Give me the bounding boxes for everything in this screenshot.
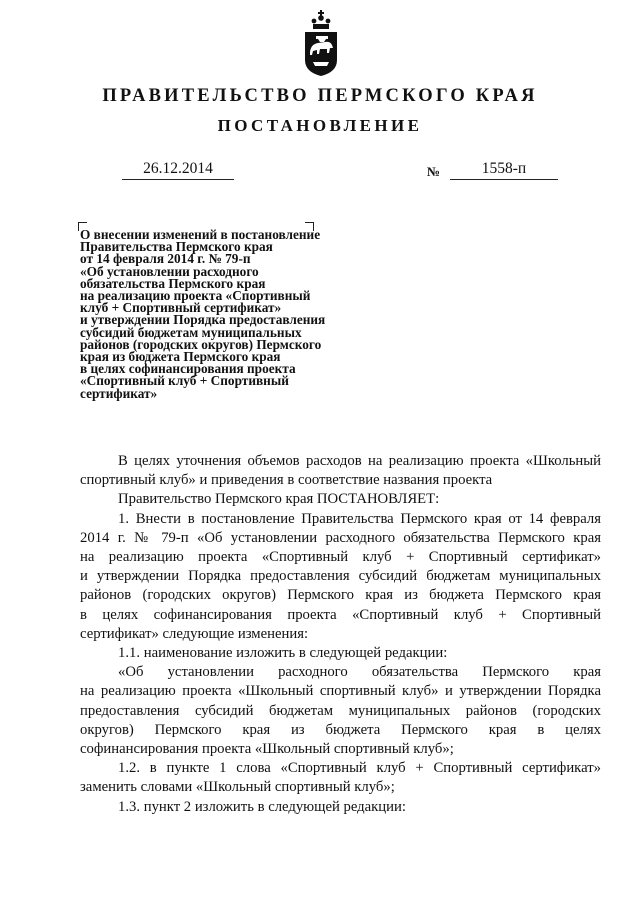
subject-line: «Спортивный клуб + Спортивный xyxy=(80,373,289,389)
document-body xyxy=(80,452,601,817)
subject-line: «Об установлении расходного xyxy=(80,263,259,279)
body-line: на реализацию проекта «Школьный спортивный клуб» и утверждении Порядка xyxy=(80,683,601,700)
document-subject xyxy=(80,229,390,400)
body-line: 1.2. в пункте 1 слова «Спортивный клуб + Спортивный сертификат» xyxy=(118,760,601,777)
coat-of-arms-emblem xyxy=(301,8,341,78)
body-line: округов) Пермского края из бюджета Пермского края в целях xyxy=(80,721,601,738)
document-number: 1558-п xyxy=(450,160,558,180)
document-date: 26.12.2014 xyxy=(122,160,234,180)
subject-line: Правительства Пермского края xyxy=(80,239,273,255)
body-line: на реализацию проекта «Спортивный клуб + Спортивный сертификат» xyxy=(80,549,601,566)
document-type-heading: ПОСТАНОВЛЕНИЕ xyxy=(217,116,423,135)
subject-line: субсидий бюджетам муниципальных xyxy=(80,324,302,340)
subject-line: от 14 февраля 2014 г. № 79-п xyxy=(80,251,251,267)
number-sign: № xyxy=(427,164,441,179)
body-line: районов (городских округов) Пермского края из бюджета Пермского края xyxy=(80,587,601,604)
subject-line: районов (городских округов) Пермского xyxy=(80,336,322,352)
body-line: софинансирования проекта «Школьный спортивный клуб»; xyxy=(80,741,454,758)
subject-line: на реализацию проекта «Спортивный xyxy=(80,288,311,304)
body-line: заменить словами «Школьный спортивный клуб»; xyxy=(80,779,395,796)
subject-line: сертификат» xyxy=(80,385,158,401)
body-line: сертификат» следующие изменения: xyxy=(80,625,309,642)
body-line: Правительство Пермского края ПОСТАНОВЛЯЕТ: xyxy=(118,491,440,508)
subject-line: и утверждении Порядка предоставления xyxy=(80,312,326,328)
organization-title: ПРАВИТЕЛЬСТВО ПЕРМСКОГО КРАЯ xyxy=(102,86,538,106)
subject-line: в целях софинансирования проекта xyxy=(80,361,296,377)
body-line: в целях софинансирования проекта «Спортивный клуб + Спортивный xyxy=(80,606,601,623)
subject-line: края из бюджета Пермского края xyxy=(80,349,281,365)
body-line: В целях уточнения объемов расходов на реализацию проекта «Школьный xyxy=(118,453,601,469)
body-line: 1.1. наименование изложить в следующей редакции: xyxy=(118,645,448,662)
body-line: 1.3. пункт 2 изложить в следующей редакции: xyxy=(118,798,406,815)
subject-line: клуб + Спортивный сертификат» xyxy=(80,300,282,316)
body-line: спортивный клуб» и приведения в соответствие названия проекта xyxy=(80,472,493,489)
subject-line: О внесении изменений в постановление xyxy=(80,227,321,242)
body-line: и утверждении Порядка предоставления субсидий бюджетам муниципальных xyxy=(80,568,601,585)
body-line: «Об установлении расходного обязательства Пермского края xyxy=(118,664,601,681)
body-line: 2014 г. № 79-п «Об установлении расходного обязательства Пермского края xyxy=(80,529,601,546)
body-line: предоставления субсидий бюджетам муниципальных районов (городских xyxy=(80,702,601,719)
body-line: 1. Внести в постановление Правительства Пермского края от 14 февраля xyxy=(118,510,601,527)
subject-line: обязательства Пермского края xyxy=(80,275,266,291)
